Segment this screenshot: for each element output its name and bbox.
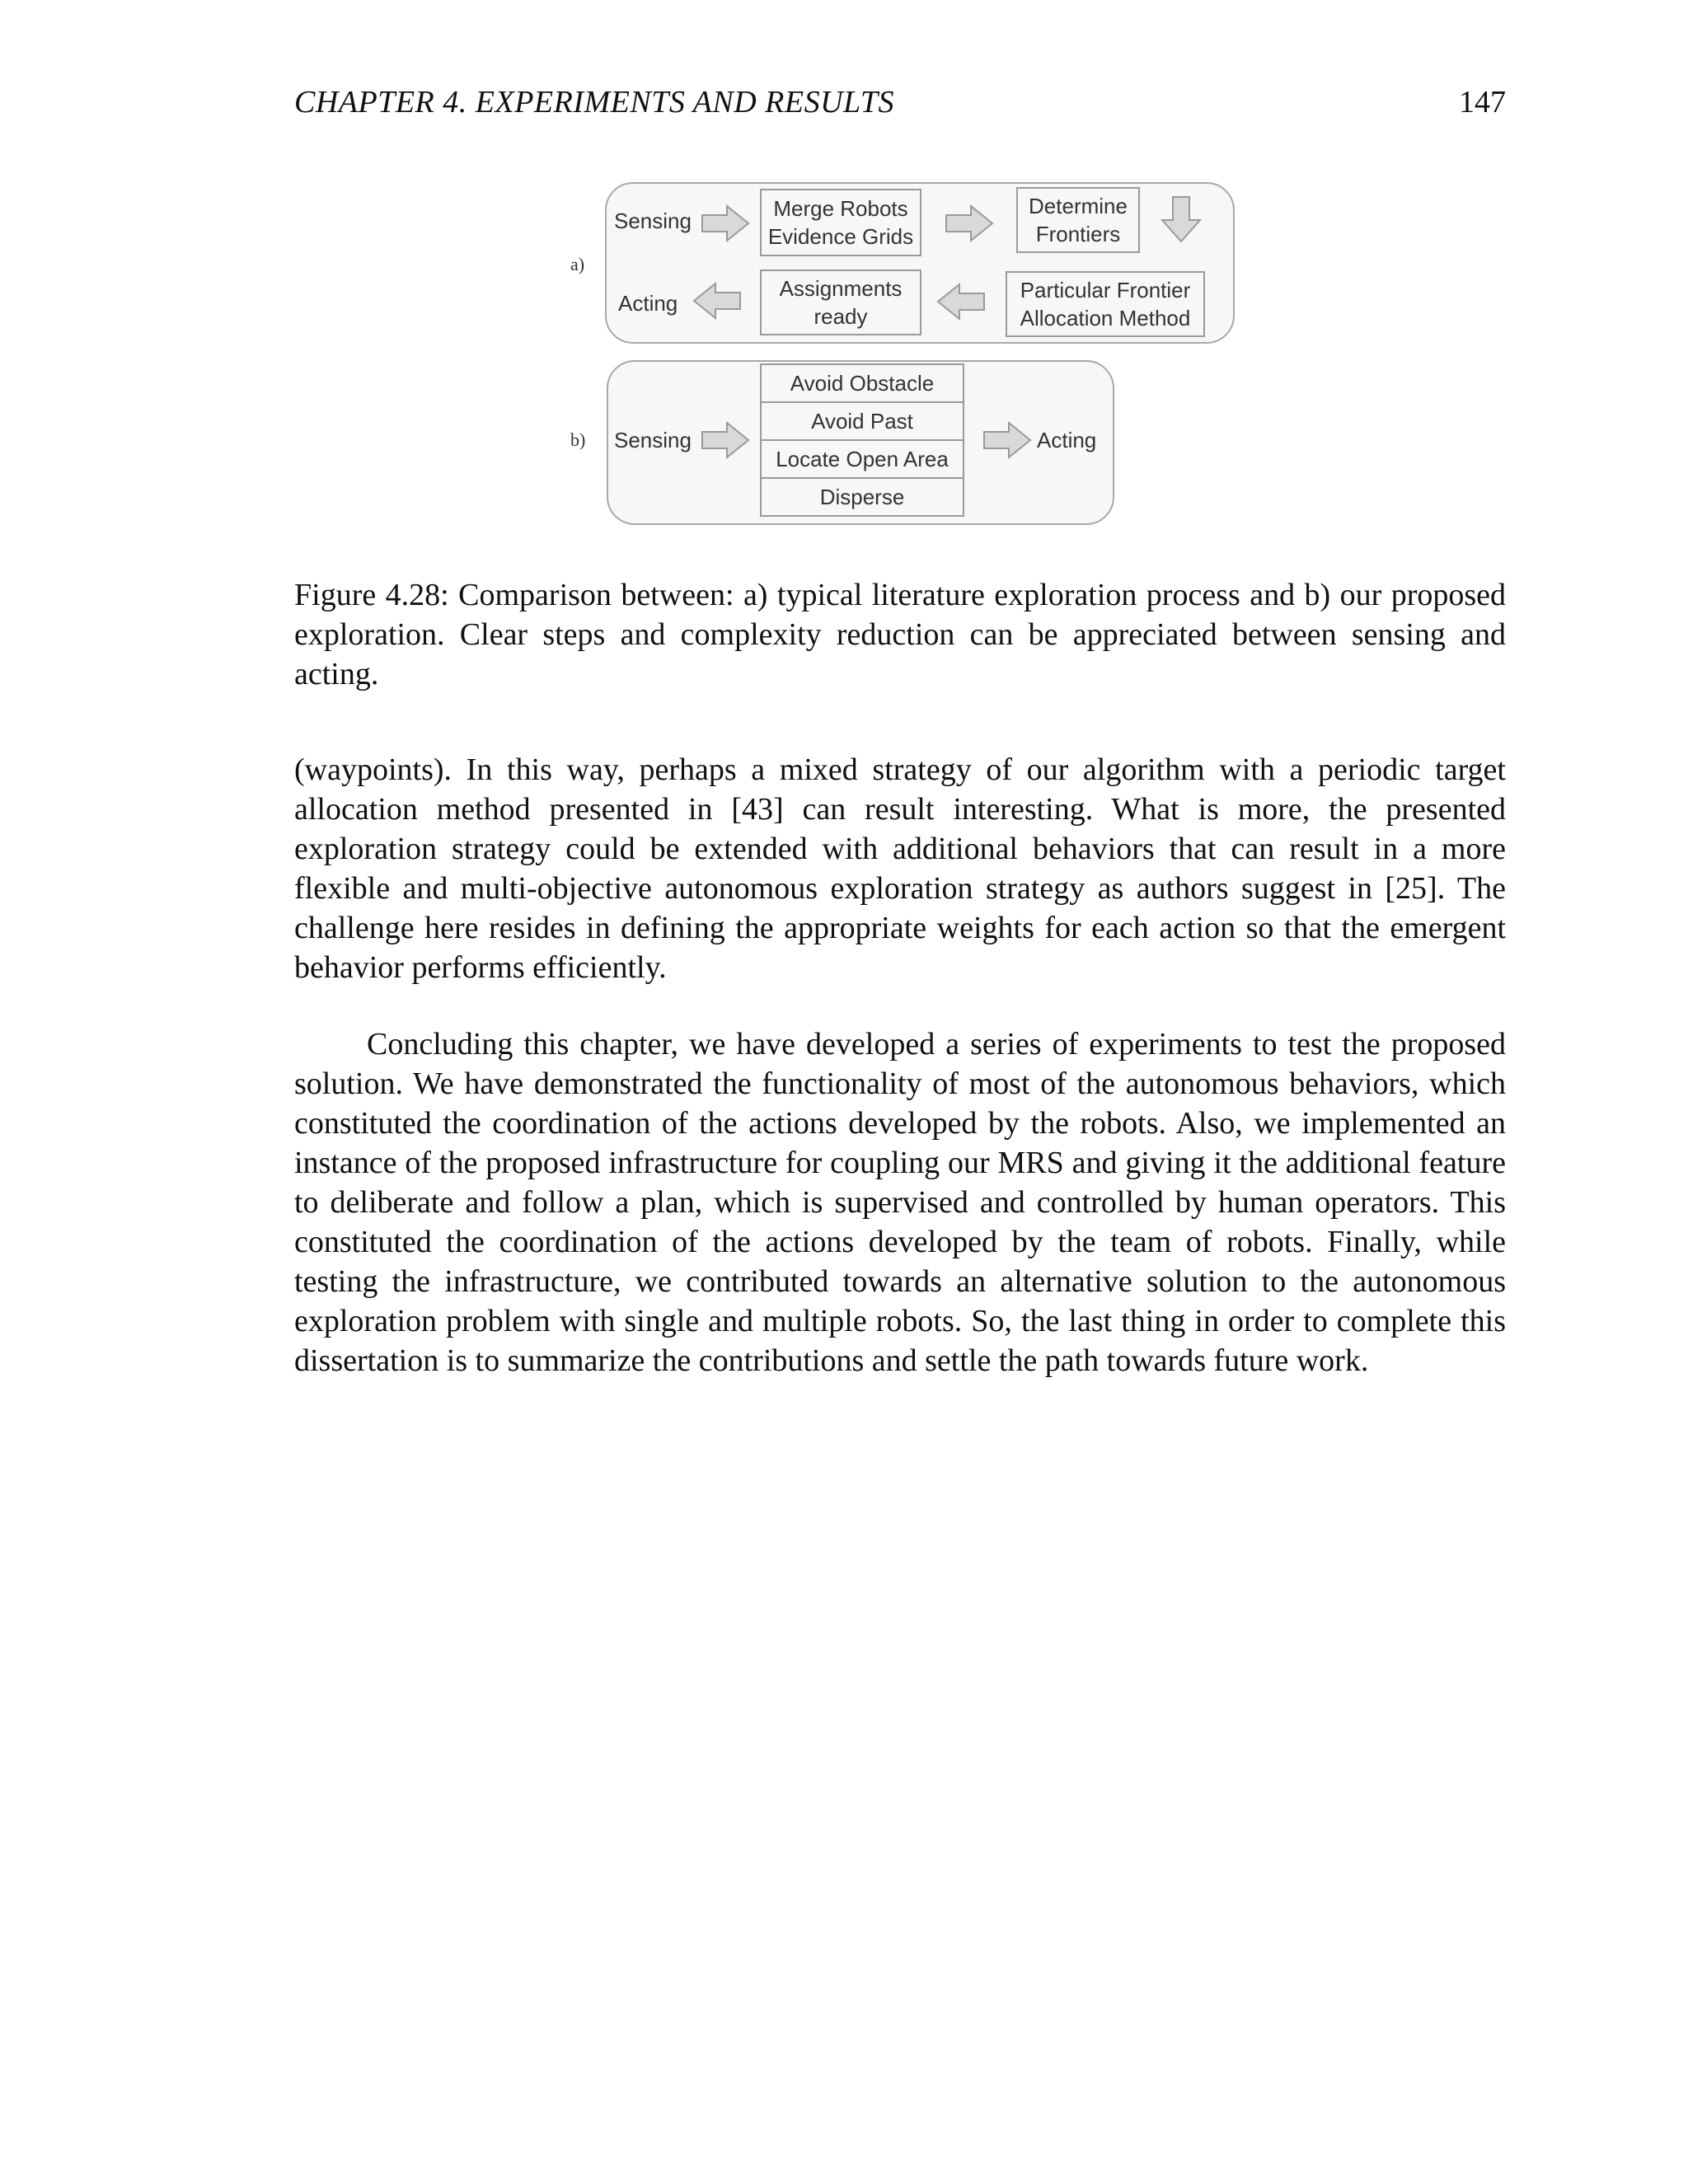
body-paragraph-2: Concluding this chapter, we have developed a series of experiments to test the proposed solution. We have demonstrated the functionality of most of the autonomous behaviors, which constituted the coordination of the actions developed by the robots. Also, we implemented an instance of the proposed infrastructure for coupling our MRS and giving it the additional feature to deliberate and follow a plan, which is supervised and controlled by human operators. This constituted the coordination of the actions developed by the team of robots. Finally, while testing the infrastructure, we contributed towards an alternative solution to the autonomous exploration problem with single and multiple robots. So, the last thing in order to complete this dissertation is to summarize the contributions and settle the path towards future work. <box>294 1027 1506 1378</box>
down-arrow-icon <box>1160 195 1202 243</box>
right-arrow-icon <box>982 421 1032 459</box>
assignments-ready-box <box>760 269 921 335</box>
behavior-locate-open-area <box>760 439 964 479</box>
merge-grids-box <box>760 189 921 256</box>
merge-line-1: Merge Robots <box>773 196 908 221</box>
behavior-label: Avoid Past <box>811 409 913 434</box>
panel-b-sensing: Sensing <box>614 428 692 452</box>
assign-line-1: Assignments <box>779 276 903 301</box>
right-arrow-icon <box>945 204 994 242</box>
chapter-title: CHAPTER 4. EXPERIMENTS AND RESULTS <box>294 85 895 120</box>
panel-a-acting: Acting <box>618 291 678 316</box>
left-arrow-icon <box>692 282 742 320</box>
assign-line-2: ready <box>814 304 868 329</box>
allocation-line-2: Allocation Method <box>1020 306 1191 330</box>
determine-line-2: Frontiers <box>1035 222 1121 246</box>
page-number: 147 <box>1459 85 1506 120</box>
figure-4-28 <box>560 177 1236 532</box>
running-header <box>294 79 1506 125</box>
determine-frontiers-box <box>1016 187 1140 253</box>
allocation-line-1: Particular Frontier <box>1020 278 1191 302</box>
merge-line-2: Evidence Grids <box>767 224 914 249</box>
behavior-label: Avoid Obstacle <box>790 371 935 396</box>
panel-a-sensing: Sensing <box>614 209 692 233</box>
right-arrow-icon <box>701 421 750 459</box>
behavior-avoid-past <box>760 401 964 441</box>
left-arrow-icon <box>936 283 986 321</box>
figure-caption: Figure 4.28: Comparison between: a) typical literature exploration process and b) our proposed exploration. Clear steps and complexity reduction can be appreciated between sensing and acting. <box>294 578 1506 691</box>
behavior-label: Disperse <box>819 485 905 509</box>
panel-b-acting: Acting <box>1037 428 1097 452</box>
panel-b-label: b) <box>570 429 586 450</box>
body-paragraph-1: (waypoints). In this way, perhaps a mixed strategy of our algorithm with a periodic target allocation method presented in [43] can result interesting. What is more, the presented exploration strategy could be extended with additional behaviors that can result in a more flexible and multi-objective autonomous exploration strategy as authors suggest in [25]. The challenge here resides in defining the appropriate weights for each action so that the emergent behavior performs efficiently. <box>294 752 1506 985</box>
panel-a-label: a) <box>570 254 585 274</box>
right-arrow-icon <box>701 204 750 242</box>
behavior-disperse <box>760 477 964 517</box>
behavior-label: Locate Open Area <box>776 447 949 471</box>
allocation-method-box <box>1006 271 1205 337</box>
behavior-avoid-obstacle <box>760 363 964 403</box>
determine-line-1: Determine <box>1029 194 1128 218</box>
